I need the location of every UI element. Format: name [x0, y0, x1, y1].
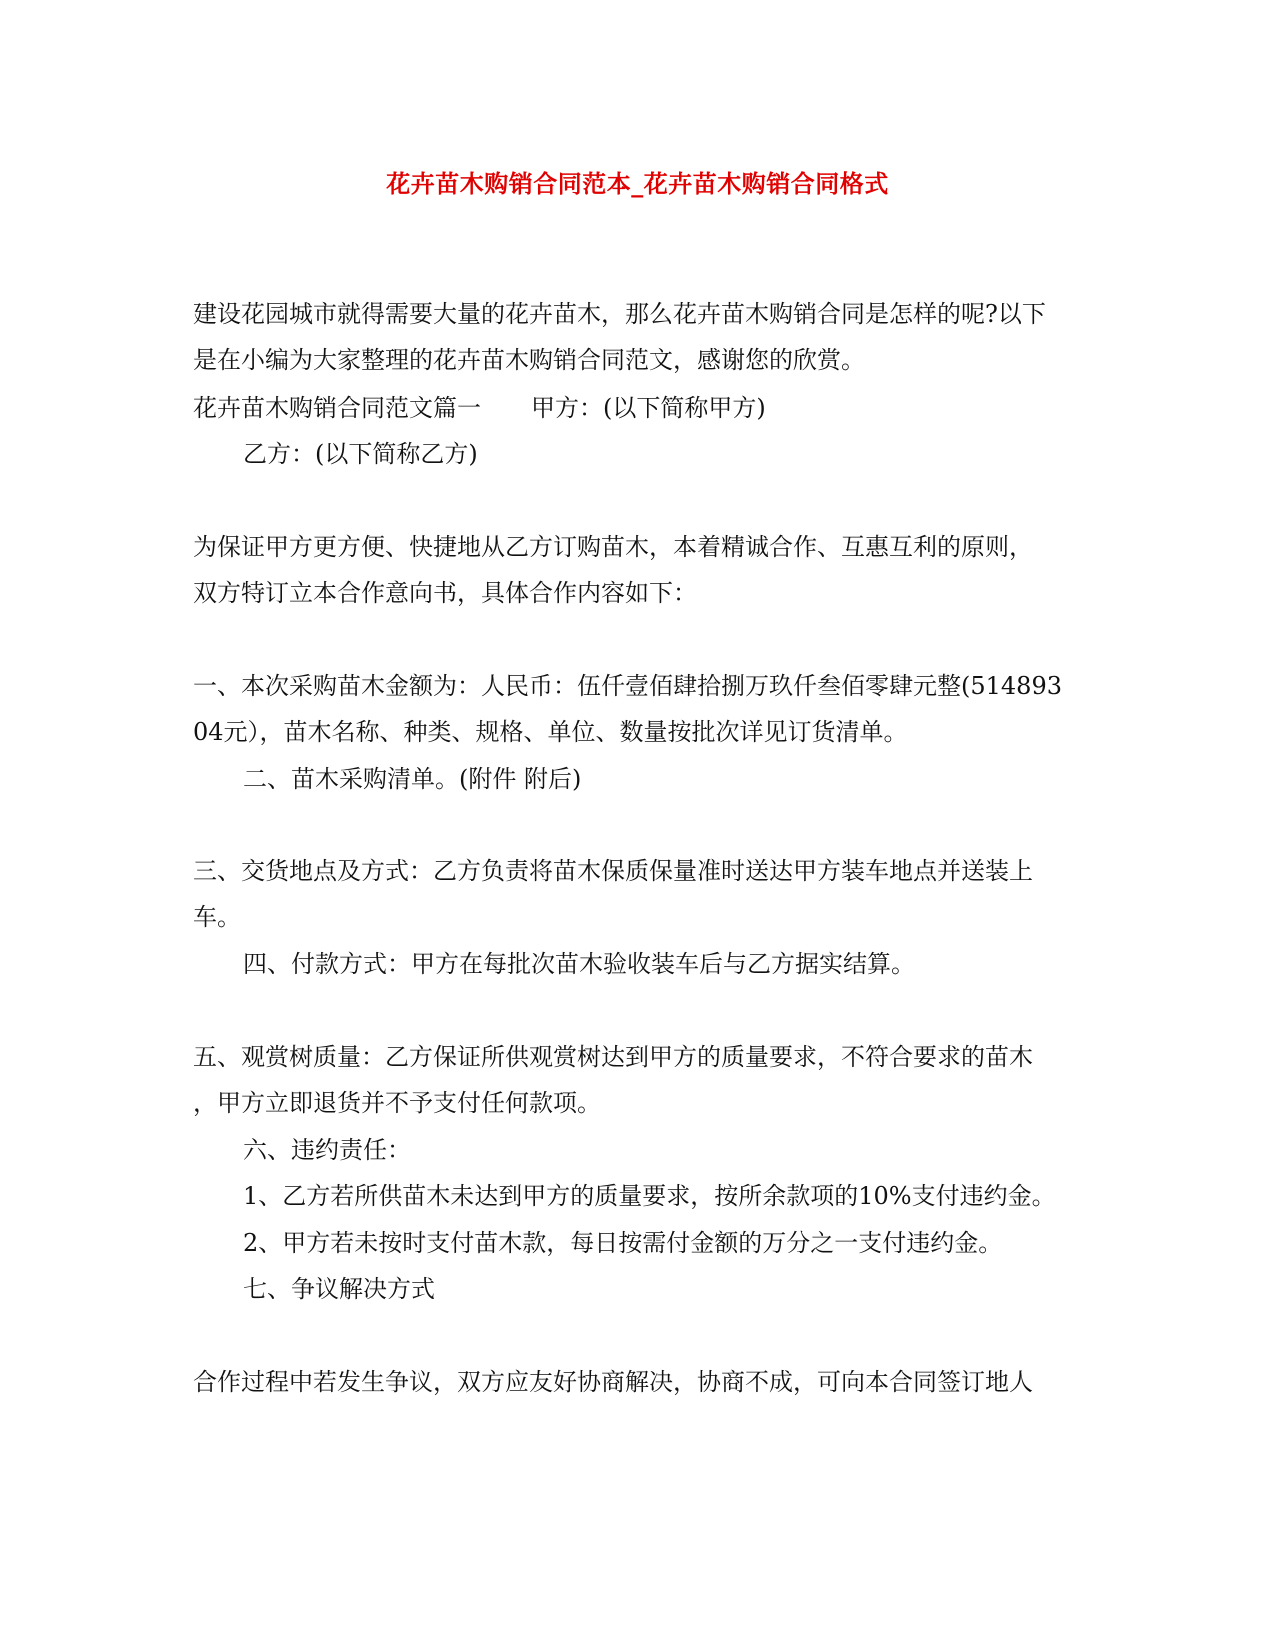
- document-title: 花卉苗木购销合同范本_花卉苗木购销合同格式: [386, 169, 889, 198]
- paragraph-line: 为保证甲方更方便、快捷地从乙方订购苗木，本着精诚合作、互惠互利的原则，: [193, 533, 1033, 561]
- clause-6-heading: 六、违约责任：: [243, 1136, 411, 1164]
- clause-6-item: 2、甲方若未按时支付苗木款，每日按需付金额的万分之一支付违约金。: [243, 1229, 1003, 1257]
- clause-3-line: 车。: [193, 903, 241, 931]
- clause-1-line: 04元），苗木名称、种类、规格、单位、数量按批次详见订货清单。: [193, 718, 908, 746]
- clause-1-line: 一、本次采购苗木金额为：人民币：伍仟壹佰肆拾捌万玖仟叁佰零肆元整(514893: [193, 672, 1062, 700]
- party-a-label: 甲方：(以下简称甲方): [531, 394, 766, 422]
- clause-7-heading: 七、争议解决方式: [243, 1275, 435, 1303]
- contract-heading-line: [193, 391, 766, 425]
- clause-3-line: 三、交货地点及方式：乙方负责将苗木保质保量准时送达甲方装车地点并送装上: [193, 857, 1033, 885]
- paragraph-line: 双方特订立本合作意向书，具体合作内容如下：: [193, 579, 697, 607]
- contract-section-title: 花卉苗木购销合同范文篇一: [193, 394, 481, 422]
- paragraph-line: 建设花园城市就得需要大量的花卉苗木，那么花卉苗木购销合同是怎样的呢?以下: [193, 300, 1046, 328]
- clause-5-line: ，甲方立即退货并不予支付任何款项。: [193, 1089, 601, 1117]
- clause-2-line: 二、苗木采购清单。(附件 附后): [243, 765, 582, 793]
- clause-6-item: 1、乙方若所供苗木未达到甲方的质量要求，按所余款项的10%支付违约金。: [243, 1182, 1056, 1210]
- paragraph-line: 是在小编为大家整理的花卉苗木购销合同范文，感谢您的欣赏。: [193, 346, 865, 374]
- clause-4-line: 四、付款方式：甲方在每批次苗木验收装车后与乙方据实结算。: [243, 950, 915, 978]
- paragraph-line: 合作过程中若发生争议，双方应友好协商解决，协商不成，可向本合同签订地人: [193, 1368, 1033, 1396]
- party-b-label: 乙方：(以下简称乙方): [243, 440, 478, 468]
- clause-5-line: 五、观赏树质量：乙方保证所供观赏树达到甲方的质量要求，不符合要求的苗木: [193, 1043, 1033, 1071]
